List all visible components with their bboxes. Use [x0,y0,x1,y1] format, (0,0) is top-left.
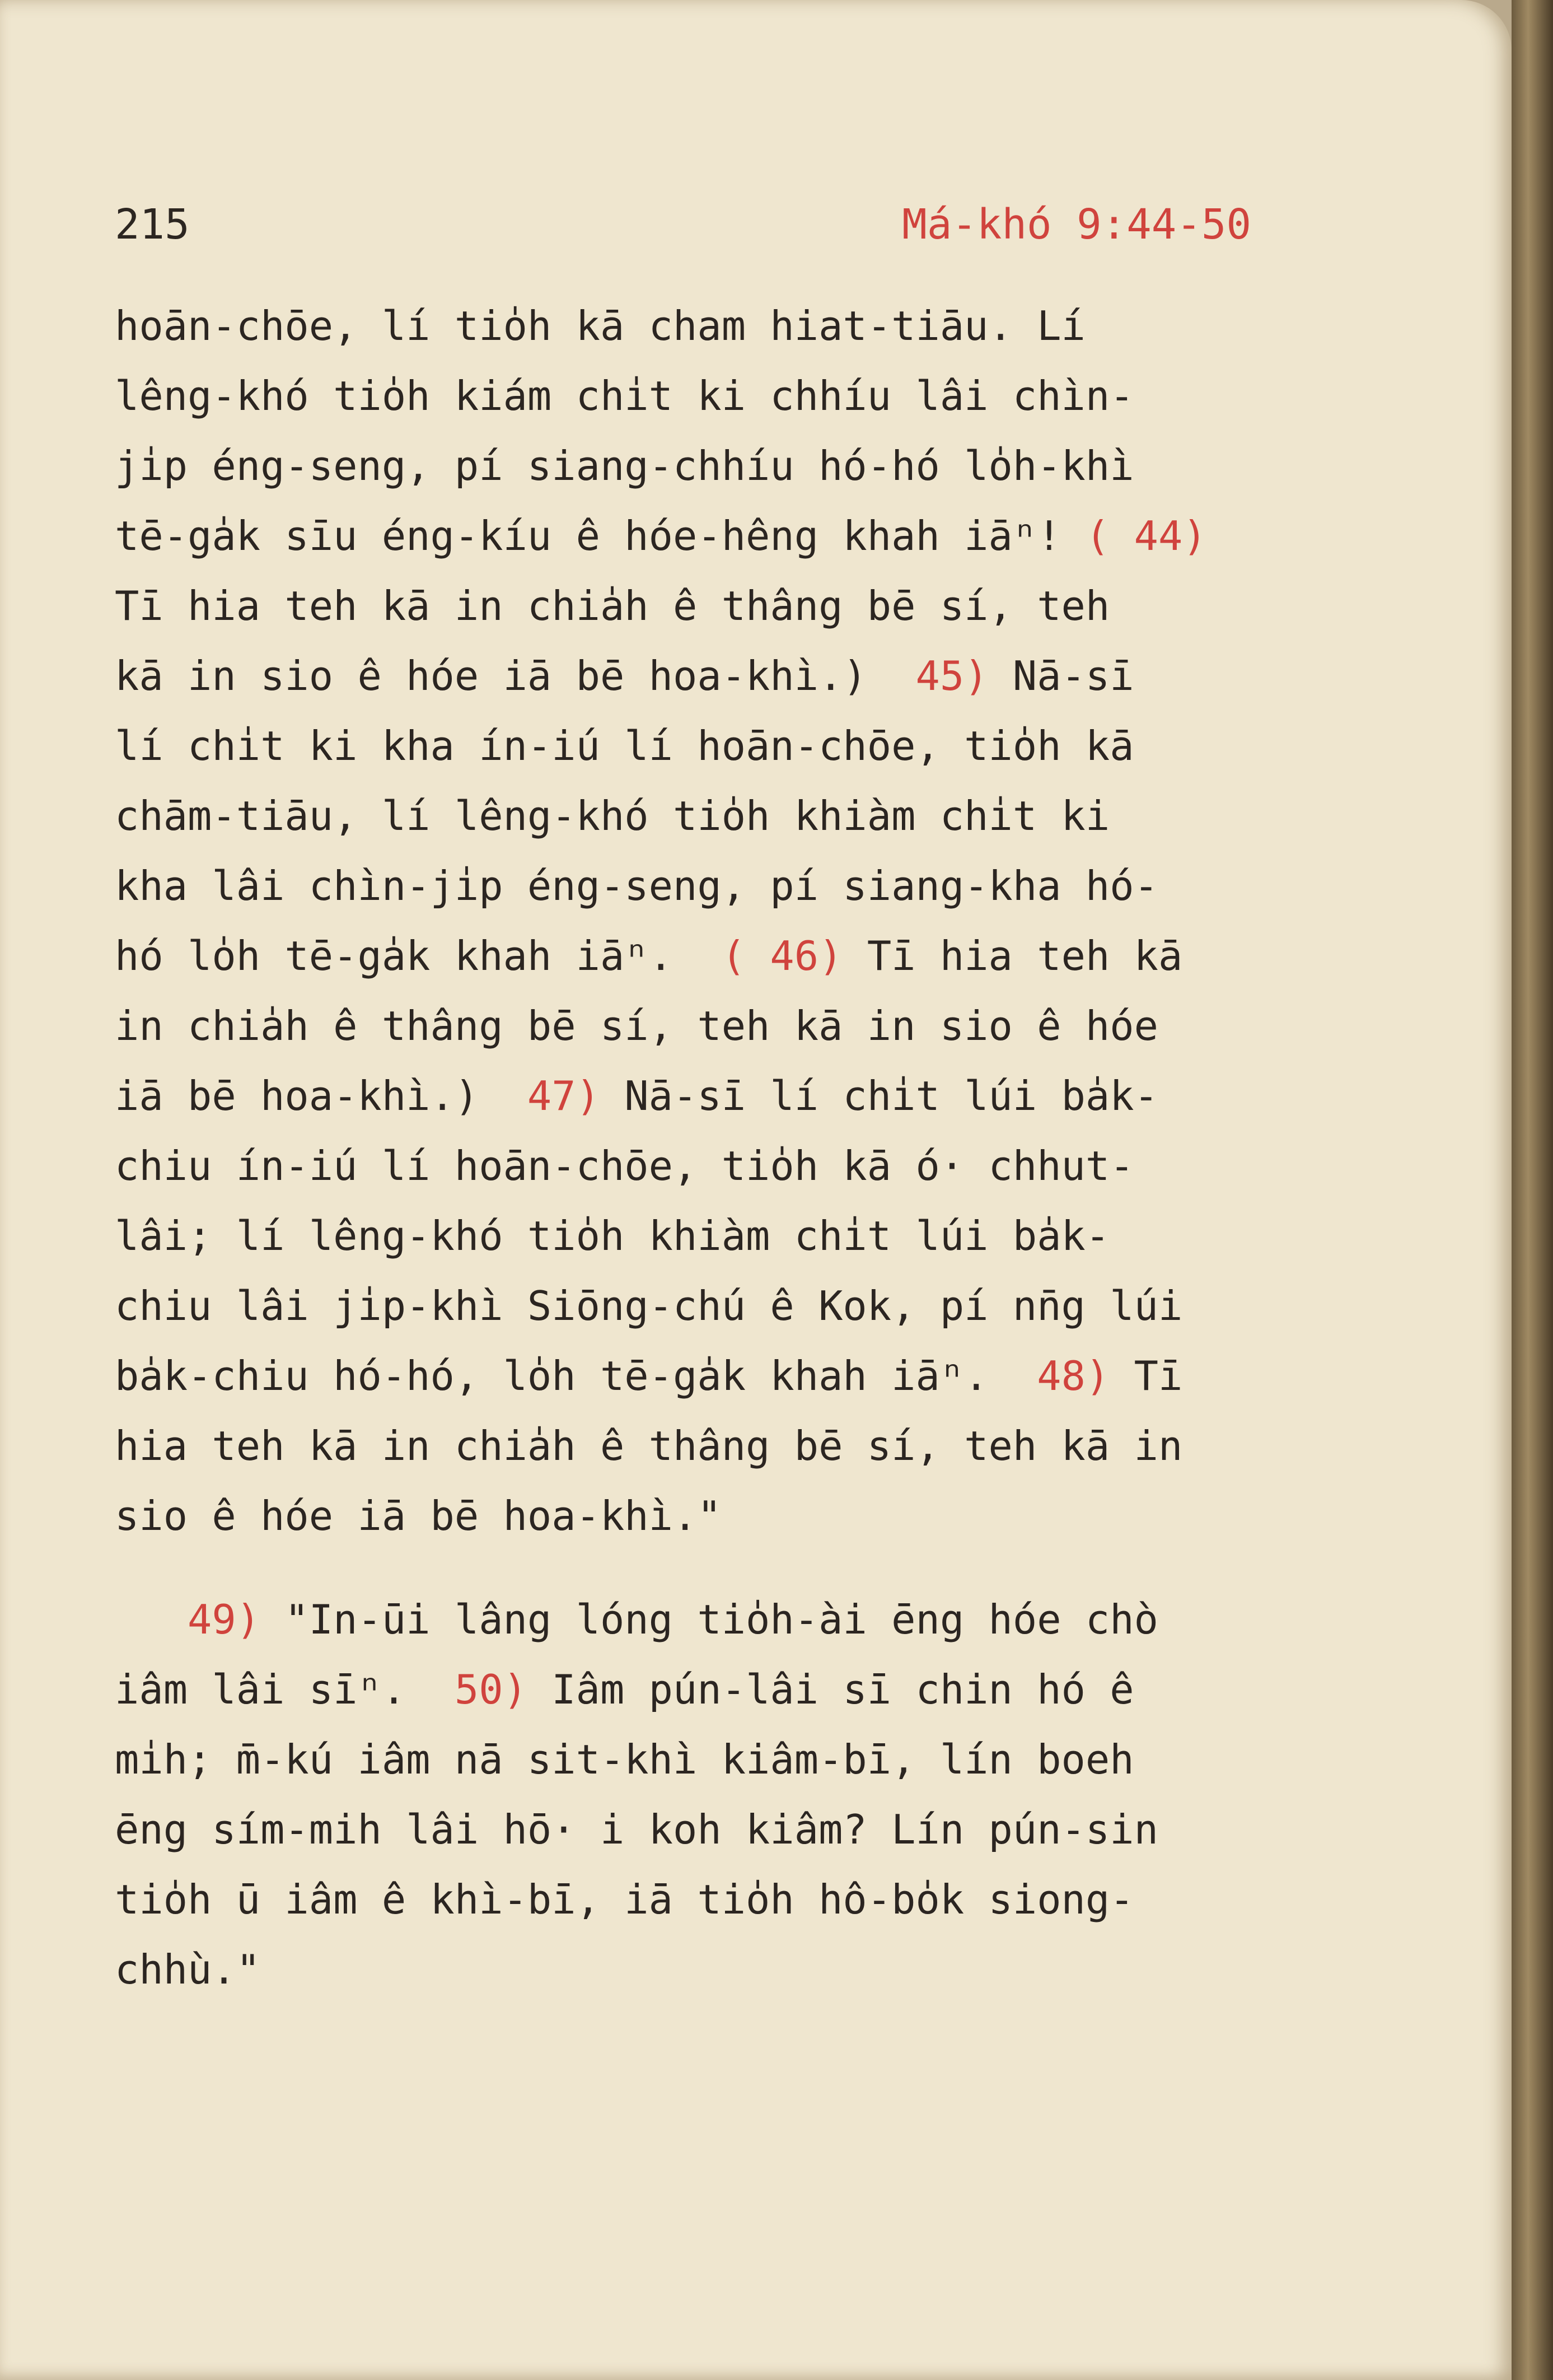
line-text: ēng sím-mih lâi hō· i koh kiâm? Lín pún-sin [115,1806,1158,1853]
text-line [115,501,1402,571]
verse-number: ( 46) [721,932,843,979]
text-line [115,431,1402,501]
line-text: ji̍p éng-seng, pí siang-chhíu hó-hó lo̍h-khì [115,442,1134,489]
line-text: lâi; lí lêng-khó tio̍h khiàm chi̍t lúi ba̍k- [115,1212,1110,1259]
text-line [115,1201,1402,1271]
verse-number: 50) [454,1666,527,1713]
verse-number: 48) [1037,1352,1110,1399]
scripture-text [115,291,1402,2005]
line-text: hoān-chōe, lí tio̍h kā cham hiat-tiāu. Lí [115,302,1086,349]
text-line [115,571,1402,641]
text-line [115,1271,1402,1341]
line-text: in chia̍h ê thâng bē sí, teh kā in sio ê hóe [115,1002,1158,1049]
page-number: 215 [115,200,190,249]
text-line [115,991,1402,1061]
text-line [115,1481,1402,1551]
text-line [115,1061,1402,1131]
text-line [115,781,1402,851]
verse-number: ( 44) [1085,512,1207,559]
line-text: hia teh kā in chia̍h ê thâng bē sí, teh kā in [115,1422,1183,1469]
text-line [115,641,1402,711]
running-head: Má-khó 9:44-50 [902,200,1251,249]
line-text: kha lâi chìn-ji̍p éng-seng, pí siang-kha hó- [115,862,1158,909]
line-text: Nā-sī [1012,652,1134,699]
line-text: chhù." [115,1946,261,1993]
text-line [115,1655,1402,1725]
line-text: chiu lâi ji̍p-khì Siōng-chú ê Kok, pí nn̄g lúi [115,1282,1183,1329]
text-line [115,1341,1402,1411]
text-line [115,851,1402,921]
line-text: iā bē hoa-khì.) [115,1072,479,1119]
line-text: chiu ín-iú lí hoān-chōe, tio̍h kā ó· chhut- [115,1142,1134,1189]
verse-number: 45) [915,652,989,699]
line-text: Tī hia teh kā [867,932,1183,979]
line-text: Iâm pún-lâi sī chin hó ê [551,1666,1134,1713]
line-text: ba̍k-chiu hó-hó, lo̍h tē-ga̍k khah iāⁿ. [115,1352,989,1399]
line-text: tē-ga̍k sīu éng-kíu ê hóe-hêng khah iāⁿ! [115,512,1061,559]
paragraph-break [115,1551,1402,1585]
line-text: mi̍h; m̄-kú iâm nā sit-khì kiâm-bī, lín boeh [115,1736,1134,1783]
line-text: tio̍h ū iâm ê khì-bī, iā tio̍h hô-bo̍k siong- [115,1876,1134,1923]
line-text: Tī hia teh kā in chia̍h ê thâng bē sí, teh [115,582,1110,629]
line-text: lí chi̍t ki kha ín-iú lí hoān-chōe, tio̍h kā [115,722,1134,769]
line-text: chām-tiāu, lí lêng-khó tio̍h khiàm chi̍t ki [115,792,1110,839]
page-header [115,200,1251,262]
line-text: kā in sio ê hóe iā bē hoa-khì.) [115,652,867,699]
text-line [115,1795,1402,1865]
line-text: Tī [1134,1352,1183,1399]
text-line [115,1725,1402,1795]
verse-number: 49) [188,1596,261,1643]
text-line [115,711,1402,781]
line-text: sio ê hóe iā bē hoa-khì." [115,1492,722,1539]
text-line [115,1935,1402,2005]
line-text: iâm lâi sīⁿ. [115,1666,406,1713]
text-line [115,291,1402,361]
line-text: "In-ūi lâng lóng tio̍h-ài ēng hóe chò [284,1596,1158,1643]
text-line [115,921,1402,991]
text-line [115,1411,1402,1481]
text-line [115,1585,1402,1655]
page-edge [1512,0,1553,2380]
line-text: Nā-sī lí chi̍t lúi ba̍k- [624,1072,1158,1119]
line-text: hó lo̍h tē-ga̍k khah iāⁿ. [115,932,673,979]
text-line [115,1865,1402,1935]
line-text: lêng-khó tio̍h kiám chi̍t ki chhíu lâi chìn- [115,372,1134,419]
text-line [115,1131,1402,1201]
text-line [115,361,1402,431]
verse-number: 47) [527,1072,600,1119]
